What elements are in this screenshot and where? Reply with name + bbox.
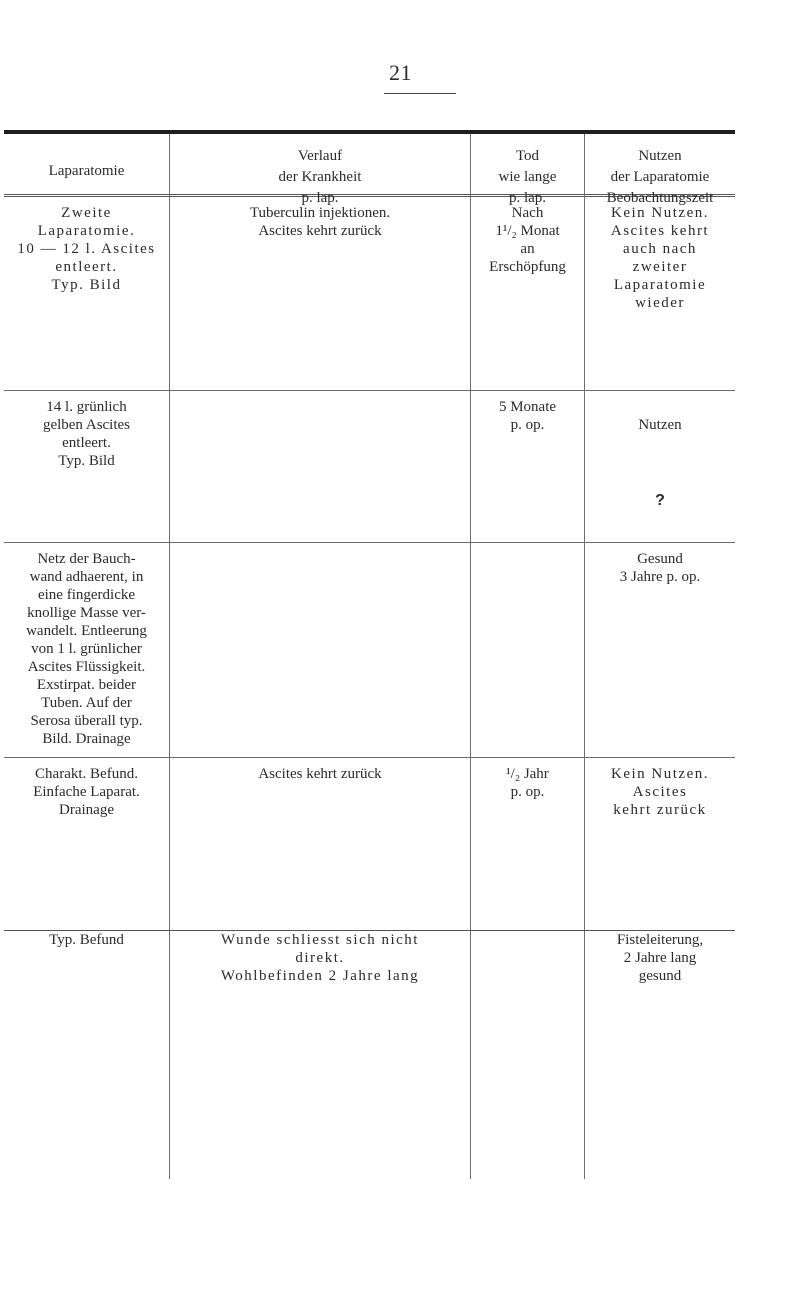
page-number: 21 [389, 60, 412, 85]
row-laparatomie-cell: 14 l. grünlich gelben Ascites entleert. Typ. Bild [4, 391, 170, 542]
row-nutzen-cell: Kein Nutzen. Ascites kehrt auch nach zweiter Laparatomie wieder [610, 205, 710, 311]
row-laparatomie-cell: Typ. Befund [4, 924, 170, 1179]
header-laparatomie: Laparatomie [4, 134, 170, 209]
row-verlauf-cell: Tuberculin injektionen. Ascites kehrt zurück [170, 197, 471, 390]
row-nutzen-cell: Gesund 3 Jahre p. op. [619, 551, 701, 585]
header-verlauf: Verlauf der Krankheit p. lap. [170, 134, 471, 209]
row-nutzen-cell: Kein Nutzen. Ascites kehrt zurück [611, 766, 709, 818]
question-mark: ? [655, 492, 665, 509]
row-divider [4, 930, 735, 931]
row-laparatomie-cell: Charakt. Befund. Einfache Laparat. Drainage [4, 758, 170, 924]
row-tod-cell: Nach 1¹/₂ Monat an Erschöpfung [471, 197, 585, 390]
table-row [4, 758, 735, 924]
row-tod-cell [471, 924, 585, 1179]
row-laparatomie-cell: Zweite Laparatomie. 10 — 12 l. Ascites entleert. Typ. Bild [4, 197, 170, 390]
header-nutzen: Nutzen der Laparatomie Beobachtungszeit [606, 148, 714, 206]
row-verlauf-cell [170, 391, 471, 542]
row-tod-cell: ¹/₂ Jahr p. op. [471, 758, 585, 924]
row-verlauf-cell [170, 543, 471, 757]
table-row [4, 543, 735, 758]
row-nutzen-cell: Fisteleiterung, 2 Jahre lang gesund [616, 932, 704, 984]
table-row [4, 924, 735, 1179]
header-tod: Tod wie lange p. lap. [471, 134, 585, 209]
table-row [4, 197, 735, 391]
table-header-row [4, 134, 735, 206]
row-tod-cell: 5 Monate p. op. [471, 391, 585, 542]
row-verlauf-cell: Ascites kehrt zurück [170, 758, 471, 924]
row-laparatomie-cell: Netz der Bauch- wand adhaerent, in eine fingerdicke knollige Masse ver- wandelt. Entleerung von 1 l. grünlicher Ascites Flüssigkeit. Exstirpat. beider Tuben. Auf der Serosa überall typ. Bild. Drainage [4, 543, 170, 757]
table-row [4, 391, 735, 543]
row-verlauf-cell: Wunde schliesst sich nicht direkt. Wohlbefinden 2 Jahre lang [170, 924, 471, 1179]
medical-table [4, 134, 735, 1179]
page-number-underline [384, 93, 456, 94]
nutzen-label: Nutzen [638, 417, 682, 433]
row-nutzen-cell [585, 391, 735, 542]
row-tod-cell [471, 543, 585, 757]
